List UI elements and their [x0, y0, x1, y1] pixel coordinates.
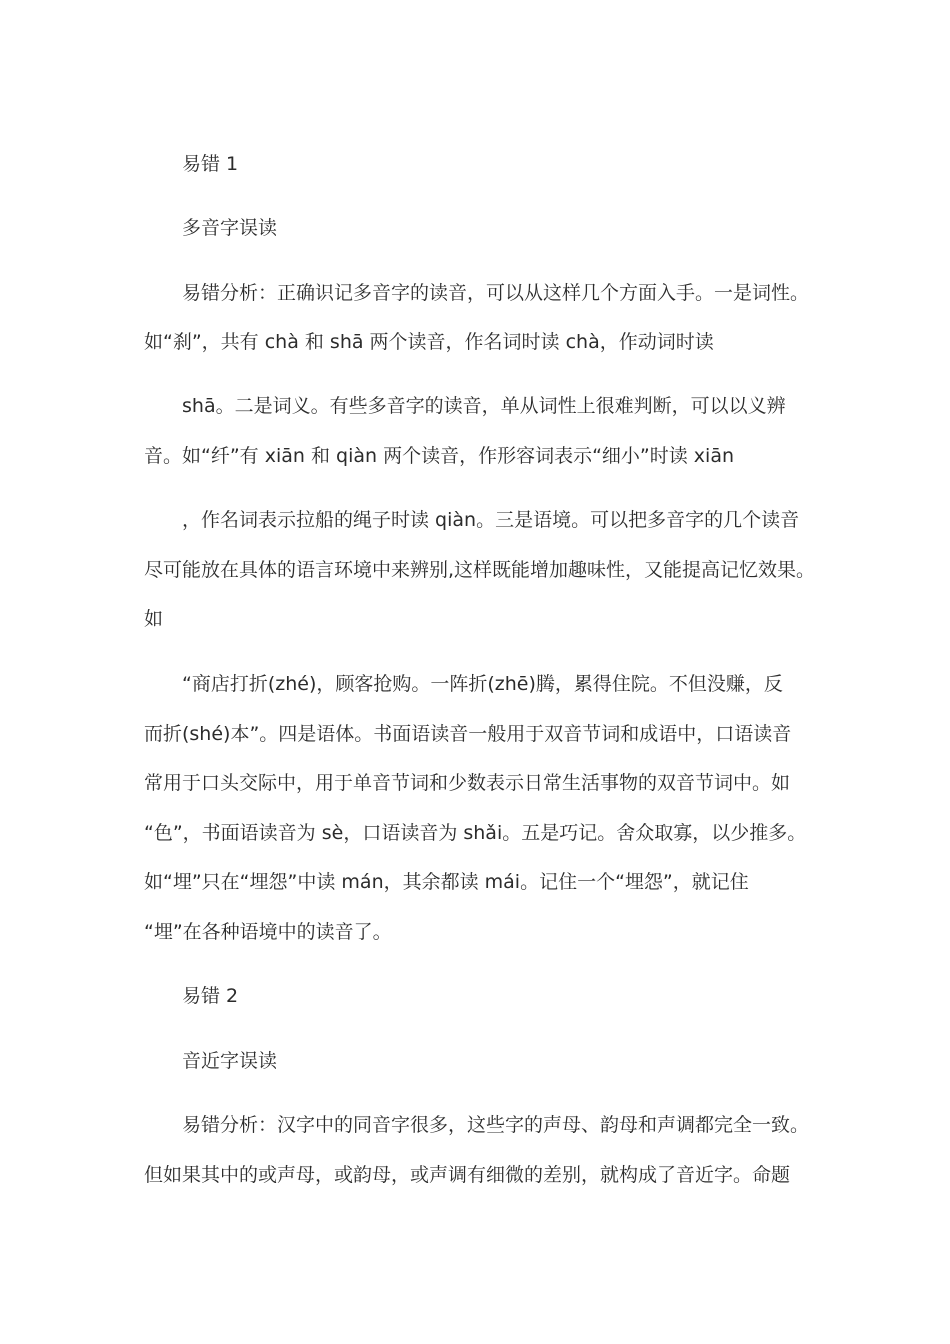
paragraph-line: ，作名词表示拉船的绳子时读 qiàn。三是语境。可以把多音字的几个读音	[182, 509, 800, 531]
paragraph-line: 如“埋”只在“埋怨”中读 mán，其余都读 mái。记住一个“埋怨”，就记住	[144, 871, 749, 893]
paragraph-line: 尽可能放在具体的语言环境中来辨别,这样既能增加趣味性，又能提高记忆效果。	[144, 559, 816, 581]
paragraph-line: “埋”在各种语境中的读音了。	[144, 921, 392, 943]
paragraph-line: 常用于口头交际中，用于单音节词和少数表示日常生活事物的双音节词中。如	[144, 772, 791, 794]
section2-heading: 易错 2	[182, 985, 239, 1007]
section2-subheading: 音近字误读	[182, 1050, 278, 1072]
paragraph-line: 但如果其中的或声母，或韵母，或声调有细微的差别，就构成了音近字。命题	[144, 1164, 791, 1186]
paragraph-line: “商店打折(zhé)，顾客抢购。一阵折(zhē)腾，累得住院。不但没赚，反	[182, 673, 783, 695]
section1-subheading: 多音字误读	[182, 217, 278, 239]
paragraph-line: 音。如“纤”有 xiān 和 qiàn 两个读音，作形容词表示“细小”时读 xiān	[144, 445, 735, 467]
paragraph-line: shā。二是词义。有些多音字的读音，单从词性上很难判断，可以以义辨	[182, 395, 786, 417]
paragraph-line: 如	[144, 608, 164, 630]
paragraph-line: 易错分析：汉字中的同音字很多，这些字的声母、韵母和声调都完全一致。	[182, 1114, 810, 1136]
paragraph-line: 易错分析：正确识记多音字的读音，可以从这样几个方面入手。一是词性。	[182, 282, 810, 304]
paragraph-line: 而折(shé)本”。四是语体。书面语读音一般用于双音节词和成语中，口语读音	[144, 723, 792, 745]
paragraph-line: “色”，书面语读音为 sè，口语读音为 shǎi。五是巧记。舍众取寡，以少推多。	[144, 822, 807, 844]
paragraph-line: 如“刹”，共有 chà 和 shā 两个读音，作名词时读 chà，作动词时读	[144, 331, 714, 353]
section1-heading: 易错 1	[182, 153, 239, 175]
